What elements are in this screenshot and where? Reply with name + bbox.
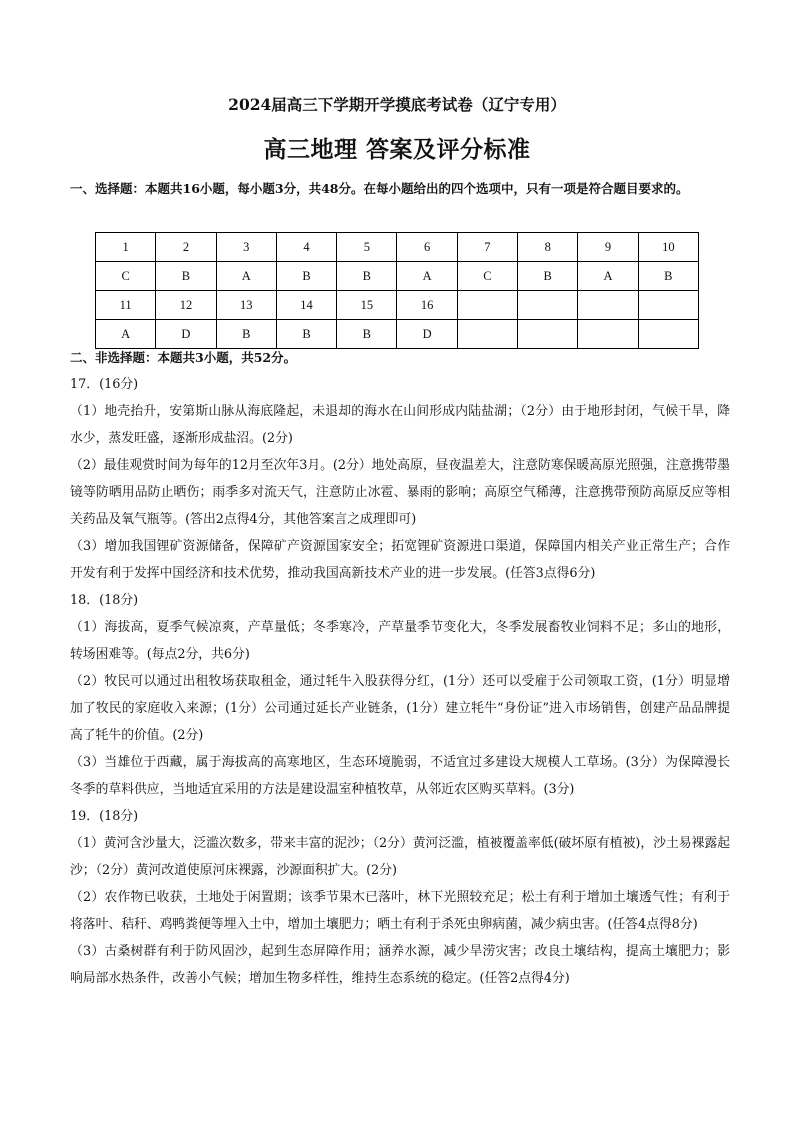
document-title: 高三地理 答案及评分标准: [263, 136, 531, 163]
table-cell: 8: [518, 233, 578, 262]
table-row: [96, 262, 699, 291]
table-cell: B: [518, 262, 578, 291]
table-cell: 11: [96, 291, 156, 320]
table-cell: B: [638, 262, 698, 291]
exam-title: 2024届高三下学期开学摸底考试卷（辽宁专用）: [228, 95, 566, 114]
table-cell: 2: [156, 233, 216, 262]
table-cell: 16: [397, 291, 457, 320]
table-cell: 9: [578, 233, 638, 262]
table-cell: C: [457, 262, 517, 291]
q19-answer-2: （2）农作物已收获，土地处于闲置期；该季节果木已落叶，林下光照较充足；松土有利于增加土壤透气性；有利于将落叶、秸秆、鸡鸭粪便等埋入土中，增加土壤肥力；晒土有利于杀死虫卵病菌，减少病虫害。(任答4点得8分): [70, 890, 730, 932]
table-cell: 7: [457, 233, 517, 262]
answer-table: [95, 232, 699, 349]
table-cell: A: [96, 320, 156, 349]
table-cell: B: [337, 262, 397, 291]
table-cell: C: [96, 262, 156, 291]
table-cell: 4: [276, 233, 336, 262]
table-cell: 13: [216, 291, 276, 320]
table-cell: A: [397, 262, 457, 291]
section1-heading: 一、选择题：本题共16小题，每小题3分，共48分。在每小题给出的四个选项中，只有一项是符合题目要求的。: [70, 181, 689, 196]
table-cell: [578, 291, 638, 320]
table-row: [96, 291, 699, 320]
question-18-number: 18．(18分): [70, 593, 139, 608]
table-cell: [457, 320, 517, 349]
question-17-number: 17．(16分): [70, 377, 139, 392]
table-cell: [518, 291, 578, 320]
table-cell: [518, 320, 578, 349]
table-cell: 14: [276, 291, 336, 320]
table-cell: [638, 320, 698, 349]
q18-answer-1: （1）海拔高，夏季气候凉爽，产草量低；冬季寒冷，产草量季节变化大，冬季发展畜牧业饲料不足；多山的地形，转场困难等。(每点2分，共6分): [70, 620, 730, 662]
question-19-number: 19．(18分): [70, 809, 139, 824]
q19-answer-3: （3）古桑树群有利于防风固沙，起到生态屏障作用；涵养水源，减少旱涝灾害；改良土壤结构，提高土壤肥力；影响局部水热条件，改善小气候；增加生物多样性，维持生态系统的稳定。(任答2点得4分): [70, 944, 730, 986]
table-cell: 1: [96, 233, 156, 262]
q17-answer-2: （2）最佳观赏时间为每年的12月至次年3月。(2分）地处高原，昼夜温差大，注意防寒保暖高原光照强，注意携带墨镜等防晒用品防止晒伤；雨季多对流天气，注意防止冰雹、暴雨的影响；高原空气稀薄，注意携带预防高原反应等相关药品及氧气瓶等。(答出2点得4分，其他答案言之成理即可): [70, 458, 730, 527]
table-cell: B: [276, 262, 336, 291]
table-cell: A: [578, 262, 638, 291]
table-row: [96, 320, 699, 349]
q17-answer-1: （1）地壳抬升，安第斯山脉从海底隆起，未退却的海水在山间形成内陆盐湖；（2分）由于地形封闭，气候干旱，降水少，蒸发旺盛，逐渐形成盐沼。(2分): [70, 404, 730, 446]
table-row: [96, 233, 699, 262]
q17-answer-3: （3）增加我国锂矿资源储备，保障矿产资源国家安全；拓宽锂矿资源进口渠道，保障国内相关产业正常生产；合作开发有利于发挥中国经济和技术优势，推动我国高新技术产业的进一步发展。(任答3点得6分): [70, 539, 730, 581]
table-cell: A: [216, 262, 276, 291]
section2-heading: 二、非选择题：本题共3小题，共52分。: [70, 350, 297, 365]
table-cell: B: [337, 320, 397, 349]
table-cell: 5: [337, 233, 397, 262]
q18-answer-3: （3）当雄位于西藏，属于海拔高的高寒地区，生态环境脆弱，不适宜过多建设大规模人工草场。(3分）为保障漫长冬季的草料供应，当地适宜采用的方法是建设温室种植牧草，从邻近农区购买草料。(3分): [70, 755, 730, 797]
table-cell: 15: [337, 291, 397, 320]
q19-answer-1: （1）黄河含沙量大，泛滥次数多，带来丰富的泥沙；（2分）黄河泛滥，植被覆盖率低(破坏原有植被)，沙土易裸露起沙；（2分）黄河改道使原河床裸露，沙源面积扩大。(2分): [70, 836, 730, 878]
table-cell: B: [156, 262, 216, 291]
table-cell: [638, 291, 698, 320]
table-cell: D: [397, 320, 457, 349]
table-cell: 6: [397, 233, 457, 262]
table-cell: D: [156, 320, 216, 349]
section2-body: [70, 371, 730, 992]
table-cell: [457, 291, 517, 320]
table-cell: 3: [216, 233, 276, 262]
table-cell: B: [216, 320, 276, 349]
q18-answer-2: （2）牧民可以通过出租牧场获取租金，通过牦牛入股获得分红，(1分）还可以受雇于公司领取工资，(1分）明显增加了牧民的家庭收入来源；(1分）公司通过延长产业链条，(1分）建立牦牛“身份证”进入市场销售，创建产品品牌提高了牦牛的价值。(2分): [70, 674, 730, 743]
table-cell: B: [276, 320, 336, 349]
table-cell: [578, 320, 638, 349]
table-cell: 12: [156, 291, 216, 320]
table-cell: 10: [638, 233, 698, 262]
